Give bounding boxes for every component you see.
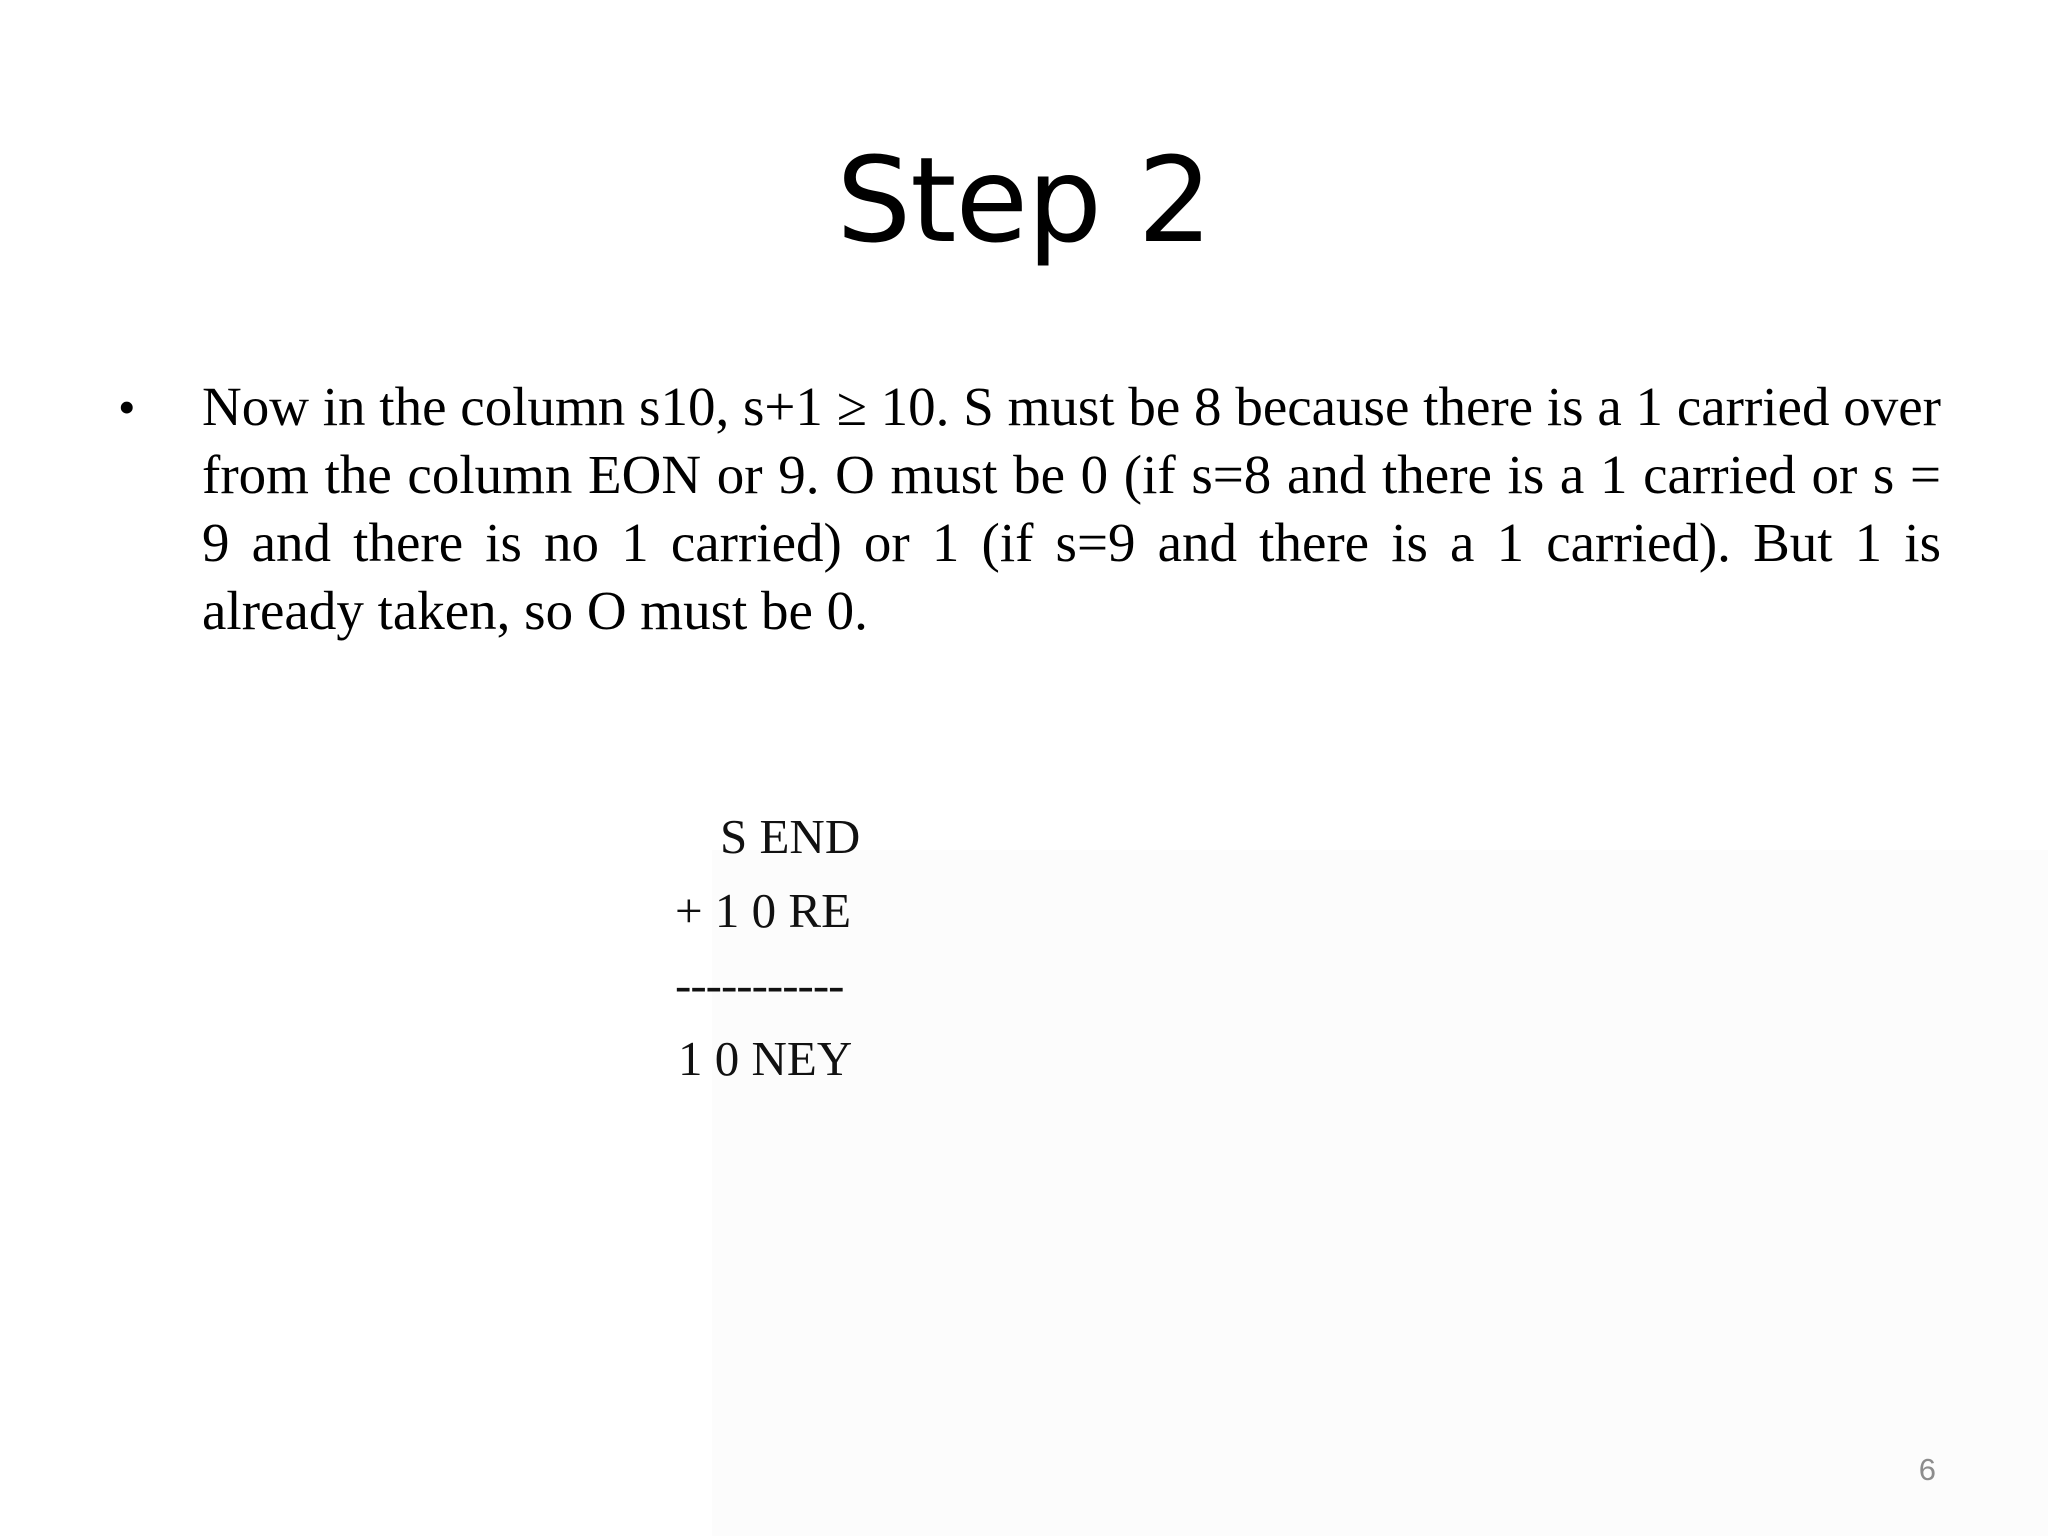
page-number: 6 [1918, 1452, 1936, 1487]
bullet-text: Now in the column s10, s+1 ≥ 10. S must be 8 because there is a 1 carried over from the column EON or 9. O must be 0 (if s=8 and there is a 1 carried or s = 9 and there is no 1 carried) or 1 (if s=9 and there is a 1 carried). But 1 is already taken, so O must be 0. [202, 376, 1941, 641]
equation-figure [670, 800, 930, 1096]
equation-line-addend: + 1 0 RE [675, 883, 851, 938]
equation-divider: ----------- [675, 957, 844, 1012]
equation-line-result: 1 0 NEY [678, 1031, 853, 1086]
equation-line-send: S END [720, 809, 861, 864]
slide-title: Step 2 [836, 131, 1212, 269]
bullet-icon: • [118, 379, 136, 435]
